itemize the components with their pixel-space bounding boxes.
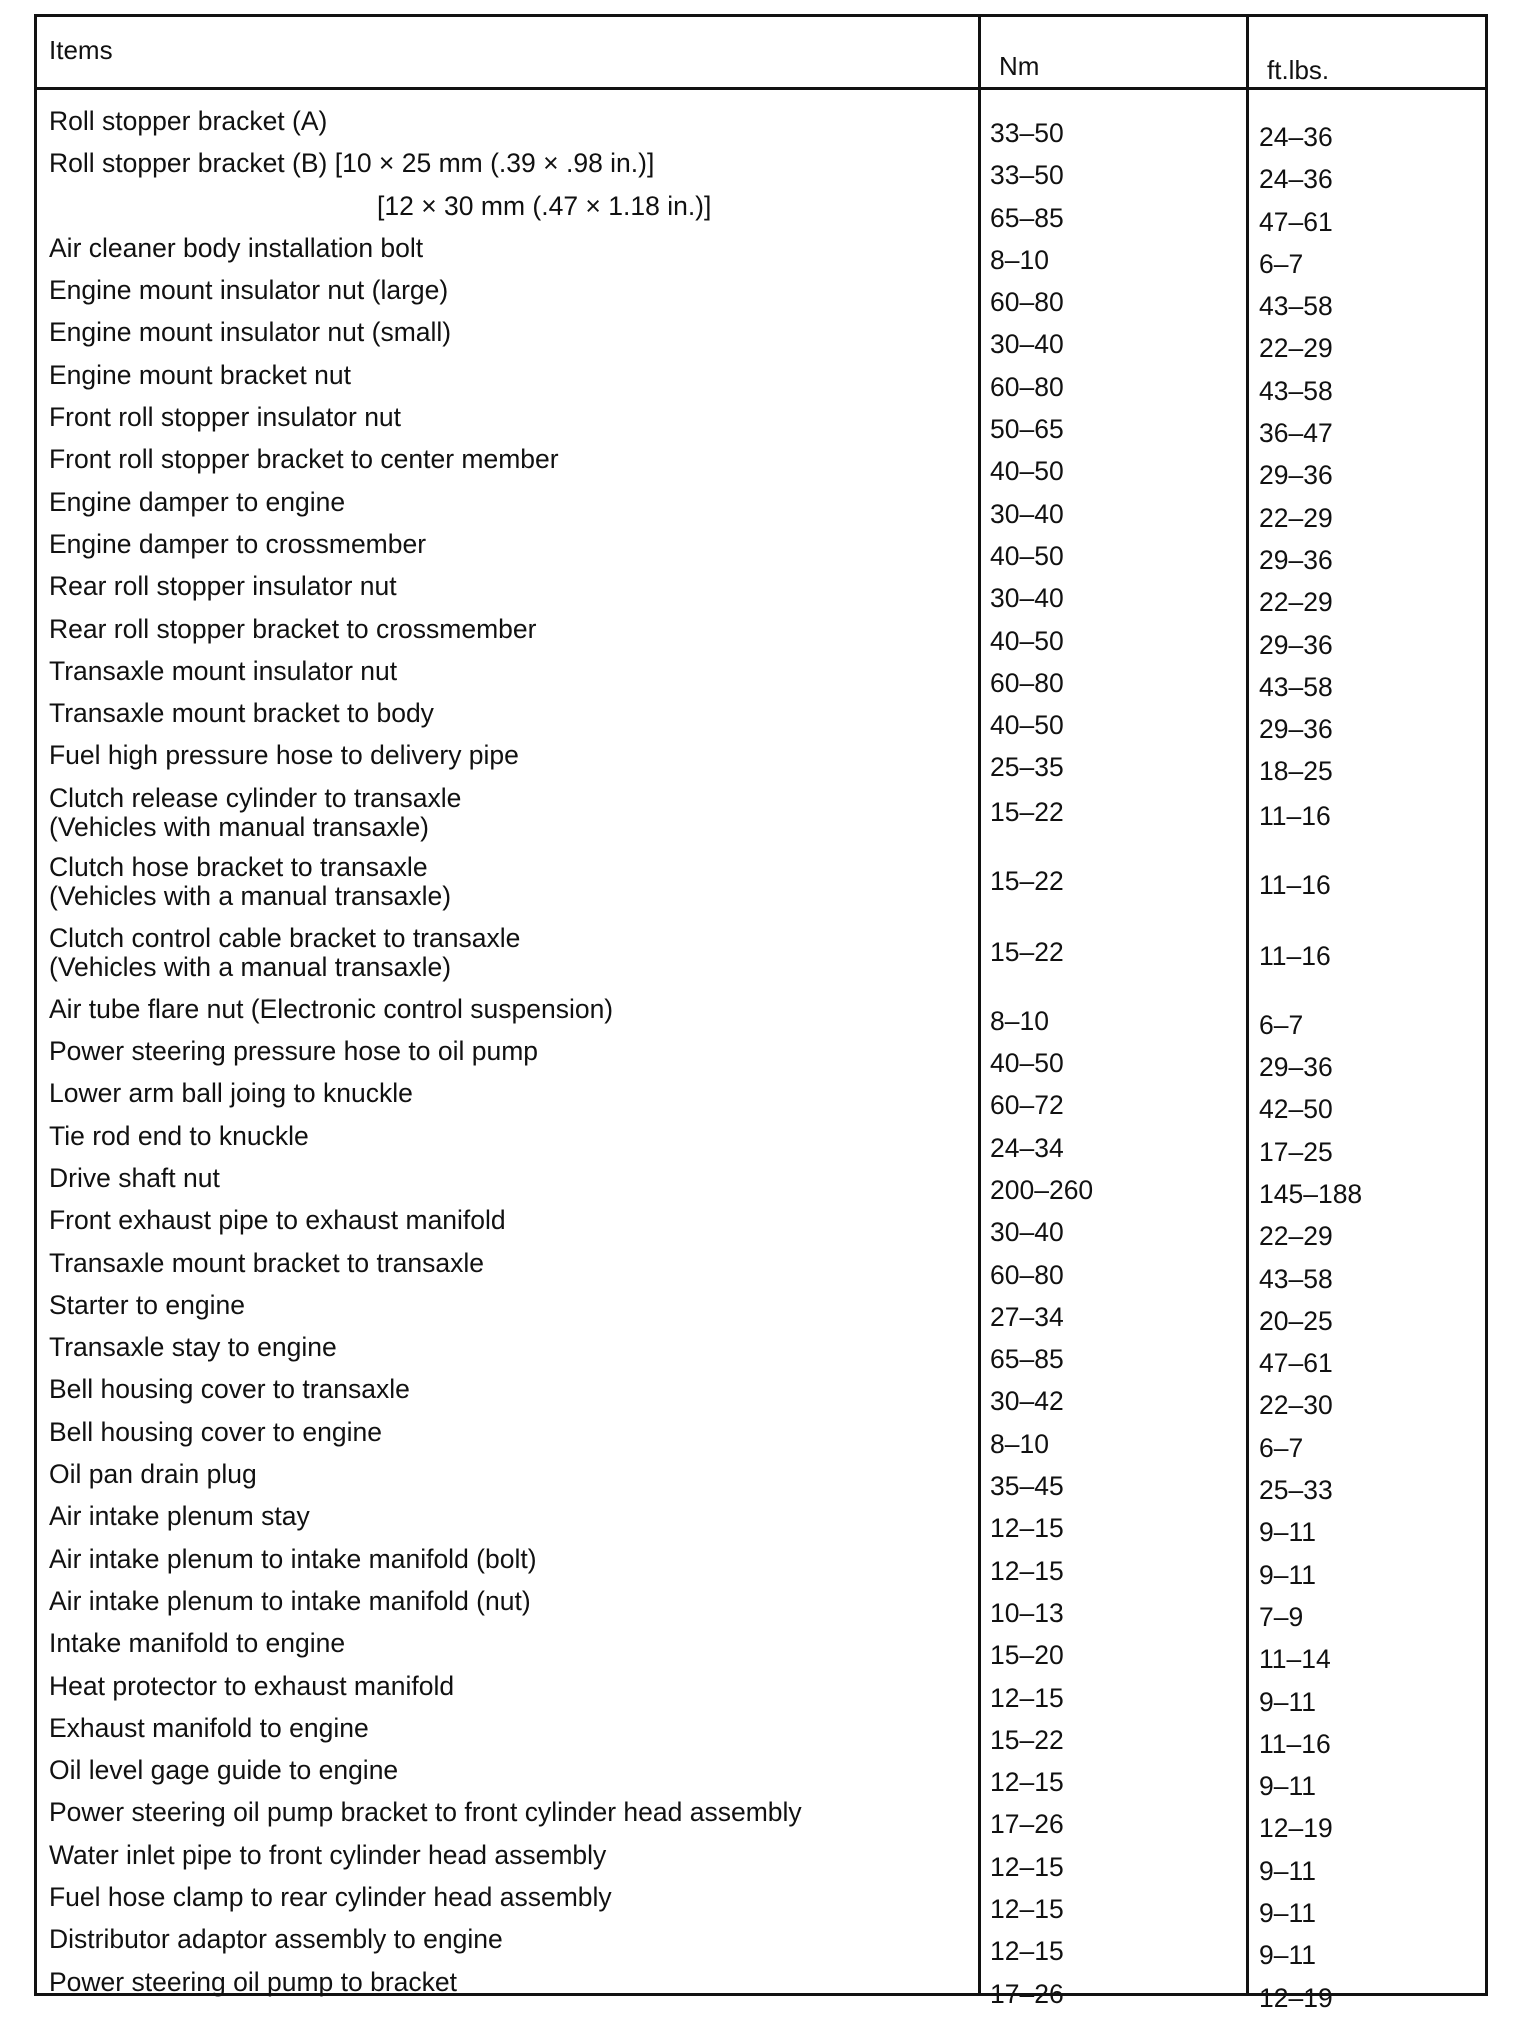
item-cell — [49, 1968, 457, 1997]
item-text: Water inlet pipe to front cylinder head assembly — [49, 1839, 607, 1870]
table-row — [37, 1078, 1485, 1125]
ft-lbs-value: 22–29 — [1259, 587, 1333, 618]
item-cell — [49, 741, 519, 770]
item-text: Rear roll stopper insulator nut — [49, 571, 397, 602]
item-cell — [49, 107, 327, 136]
item-text: Power steering oil pump to bracket — [49, 1966, 458, 1997]
table-row — [37, 317, 1485, 364]
ft-lbs-value: 11–16 — [1259, 800, 1331, 831]
item-text: Power steering pressure hose to oil pump — [49, 1036, 539, 1067]
item-cell — [49, 1883, 612, 1912]
table-row — [37, 1543, 1485, 1590]
item-text: Engine damper to crossmember — [49, 528, 427, 559]
table-row — [37, 1162, 1485, 1209]
ft-lbs-value: 47–61 — [1259, 1348, 1333, 1379]
item-text: Exhaust manifold to engine — [49, 1712, 369, 1743]
item-cell — [49, 1122, 309, 1151]
table-row — [37, 924, 1485, 995]
nm-value: 12–15 — [990, 1555, 1064, 1586]
ft-lbs-value: 29–36 — [1259, 714, 1333, 745]
item-text: Fuel high pressure hose to delivery pipe — [49, 740, 519, 771]
nm-value: 25–35 — [990, 752, 1064, 783]
item-cell — [49, 1756, 398, 1785]
nm-value: 65–85 — [990, 1344, 1064, 1375]
ft-lbs-value: 7–9 — [1259, 1601, 1304, 1632]
ft-lbs-value: 25–33 — [1259, 1475, 1333, 1506]
item-cell — [49, 1841, 606, 1870]
table-row — [37, 613, 1485, 660]
item-text: Air intake plenum stay — [49, 1501, 310, 1532]
item-text: Drive shaft nut — [49, 1162, 220, 1193]
nm-value: 8–10 — [990, 244, 1049, 275]
item-text: Roll stopper bracket (A) — [49, 106, 328, 136]
item-cell — [49, 1164, 220, 1193]
item-subtext: (Vehicles with a manual transaxle) — [49, 880, 452, 911]
nm-value: 8–10 — [990, 1428, 1049, 1459]
item-cell — [49, 1418, 382, 1447]
nm-value: 200–260 — [990, 1174, 1094, 1205]
table-row — [37, 655, 1485, 702]
item-cell — [49, 234, 423, 263]
ft-lbs-value: 145–188 — [1259, 1178, 1363, 1209]
table-row — [37, 1924, 1485, 1971]
table-row — [37, 740, 1485, 787]
ft-lbs-value: 9–11 — [1259, 1897, 1316, 1928]
item-cell — [49, 276, 448, 305]
table-row — [37, 853, 1485, 924]
ft-lbs-value: 9–11 — [1259, 1517, 1316, 1548]
table-row — [37, 1628, 1485, 1675]
ft-lbs-value: 6–7 — [1259, 1432, 1304, 1463]
nm-value: 15–22 — [990, 1724, 1064, 1755]
item-cell — [49, 615, 536, 644]
header-ft-lbs: ft.lbs. — [1267, 55, 1330, 85]
table-row — [37, 1585, 1485, 1632]
nm-value: 10–13 — [990, 1597, 1064, 1628]
ft-lbs-value: 9–11 — [1259, 1771, 1316, 1802]
header-nm: Nm — [999, 51, 1040, 81]
item-text: Air cleaner body installation bolt — [49, 232, 424, 263]
item-text: Bell housing cover to transaxle — [49, 1374, 410, 1405]
item-cell — [49, 1291, 245, 1320]
item-cell — [49, 1629, 345, 1658]
nm-value: 33–50 — [990, 160, 1064, 191]
item-cell — [49, 530, 426, 559]
item-cell — [49, 572, 397, 601]
item-text: Transaxle stay to engine — [49, 1332, 337, 1363]
item-cell — [49, 657, 397, 686]
table-row — [37, 1416, 1485, 1463]
ft-lbs-value: 47–61 — [1259, 206, 1333, 237]
table-body — [37, 106, 1485, 2013]
item-text: Engine damper to engine — [49, 486, 346, 517]
nm-value: 27–34 — [990, 1301, 1064, 1332]
item-cell — [49, 149, 654, 178]
table-row — [37, 1670, 1485, 1717]
nm-value: 60–72 — [990, 1090, 1064, 1121]
nm-value: 15–22 — [990, 865, 1064, 896]
item-cell — [49, 1925, 503, 1954]
table-row — [37, 1755, 1485, 1802]
item-text: Transaxle mount bracket to body — [49, 698, 434, 729]
item-text: Heat protector to exhaust manifold — [49, 1670, 455, 1701]
item-text: Front roll stopper bracket to center member — [49, 444, 559, 475]
nm-value: 40–50 — [990, 1048, 1064, 1079]
table-row — [37, 1712, 1485, 1759]
item-cell — [49, 1672, 454, 1701]
nm-value: 12–15 — [990, 1936, 1064, 1967]
ft-lbs-value: 43–58 — [1259, 1263, 1333, 1294]
nm-value: 12–15 — [990, 1851, 1064, 1882]
item-cell — [49, 1502, 310, 1531]
nm-value: 60–80 — [990, 287, 1064, 318]
ft-lbs-value: 22–29 — [1259, 333, 1333, 364]
ft-lbs-value: 24–36 — [1259, 164, 1333, 195]
table-row — [37, 1374, 1485, 1421]
ft-lbs-value: 11–16 — [1259, 869, 1331, 900]
ft-lbs-value: 29–36 — [1259, 1052, 1333, 1083]
nm-value: 8–10 — [990, 1005, 1049, 1036]
nm-value: 24–34 — [990, 1132, 1064, 1163]
ft-lbs-value: 6–7 — [1259, 1009, 1304, 1040]
ft-lbs-value: 9–11 — [1259, 1559, 1316, 1590]
nm-value: 30–42 — [990, 1386, 1064, 1417]
nm-value: 15–22 — [990, 796, 1064, 827]
table-row — [37, 1332, 1485, 1379]
ft-lbs-value: 29–36 — [1259, 460, 1333, 491]
table-row — [37, 1247, 1485, 1294]
item-text: Roll stopper bracket (B) [10 × 25 mm (.39 × .98 in.)] — [49, 148, 655, 179]
nm-value: 30–40 — [990, 1217, 1064, 1248]
item-cell — [49, 853, 451, 911]
table-row — [37, 1839, 1485, 1886]
table-row — [37, 1797, 1485, 1844]
item-text: Starter to engine — [49, 1289, 245, 1320]
item-cell — [49, 784, 461, 842]
item-text: Oil pan drain plug — [49, 1459, 257, 1490]
ft-lbs-value: 22–30 — [1259, 1390, 1333, 1421]
ft-lbs-value: 11–16 — [1259, 1728, 1331, 1759]
ft-lbs-value: 6–7 — [1259, 248, 1304, 279]
nm-value: 30–40 — [990, 329, 1064, 360]
item-cell — [49, 403, 401, 432]
ft-lbs-value: 12–19 — [1259, 1982, 1333, 2013]
item-text: Clutch hose bracket to transaxle — [49, 851, 428, 882]
table-row — [37, 190, 1485, 237]
item-cell — [49, 1460, 257, 1489]
table-row — [37, 232, 1485, 279]
ft-lbs-value: 36–47 — [1259, 418, 1333, 449]
item-cell — [49, 1798, 802, 1827]
header-divider — [37, 87, 1485, 90]
table-row — [37, 444, 1485, 491]
nm-value: 12–15 — [990, 1767, 1064, 1798]
ft-lbs-value: 29–36 — [1259, 629, 1333, 660]
nm-value: 17–26 — [990, 1809, 1064, 1840]
nm-value: 33–50 — [990, 118, 1064, 148]
ft-lbs-value: 43–58 — [1259, 291, 1333, 322]
ft-lbs-value: 9–11 — [1259, 1686, 1316, 1717]
ft-lbs-value: 18–25 — [1259, 756, 1333, 787]
item-text: Engine mount bracket nut — [49, 359, 351, 390]
ft-lbs-value: 43–58 — [1259, 375, 1333, 406]
item-text: Transaxle mount insulator nut — [49, 655, 398, 686]
table-row — [37, 698, 1485, 745]
nm-value: 15–22 — [990, 936, 1064, 967]
item-cell — [49, 1714, 369, 1743]
table-row — [37, 1205, 1485, 1252]
item-text: Power steering oil pump bracket to front cylinder head assembly — [49, 1797, 802, 1828]
nm-value: 40–50 — [990, 625, 1064, 656]
table-row — [37, 148, 1485, 195]
table-row — [37, 993, 1485, 1040]
ft-lbs-value: 20–25 — [1259, 1305, 1333, 1336]
table-row — [37, 106, 1485, 152]
item-text: Lower arm ball joing to knuckle — [49, 1078, 413, 1109]
item-cell — [49, 361, 351, 390]
item-cell — [49, 995, 613, 1024]
item-text: Oil level gage guide to engine — [49, 1755, 399, 1786]
item-cell — [49, 699, 434, 728]
table-row — [37, 571, 1485, 618]
table-row — [37, 1459, 1485, 1506]
nm-value: 12–15 — [990, 1893, 1064, 1924]
ft-lbs-value: 11–16 — [1259, 940, 1331, 971]
table-row — [37, 359, 1485, 406]
item-text: Front exhaust pipe to exhaust manifold — [49, 1205, 506, 1236]
ft-lbs-value: 43–58 — [1259, 671, 1333, 702]
nm-value: 17–26 — [990, 1978, 1064, 2009]
item-cell — [49, 1079, 413, 1108]
table-row — [37, 1966, 1485, 2013]
item-subtext: (Vehicles with manual transaxle) — [49, 811, 430, 842]
item-cell — [49, 1037, 538, 1066]
table-row — [37, 784, 1485, 853]
item-text: Air intake plenum to intake manifold (nut) — [49, 1585, 531, 1616]
ft-lbs-value: 22–29 — [1259, 502, 1333, 533]
nm-value: 40–50 — [990, 540, 1064, 571]
ft-lbs-value: 12–19 — [1259, 1813, 1333, 1844]
table-row — [37, 1120, 1485, 1167]
item-text: Transaxle mount bracket to transaxle — [49, 1247, 484, 1278]
item-cell — [377, 192, 711, 221]
nm-value: 15–20 — [990, 1640, 1064, 1671]
item-text: Tie rod end to knuckle — [49, 1120, 309, 1151]
nm-value: 12–15 — [990, 1513, 1064, 1544]
nm-value: 12–15 — [990, 1682, 1064, 1713]
nm-value: 40–50 — [990, 710, 1064, 741]
nm-value: 60–80 — [990, 371, 1064, 402]
item-text: Engine mount insulator nut (small) — [49, 317, 452, 348]
item-cell — [49, 318, 451, 347]
table-row — [37, 1881, 1485, 1928]
ft-lbs-value: 42–50 — [1259, 1094, 1333, 1125]
item-text: Rear roll stopper bracket to crossmember — [49, 613, 537, 644]
item-text: Engine mount insulator nut (large) — [49, 275, 449, 306]
table-row — [37, 1036, 1485, 1083]
item-text: Front roll stopper insulator nut — [49, 402, 402, 433]
item-text: Clutch control cable bracket to transaxle — [49, 922, 521, 953]
item-text: Clutch release cylinder to transaxle — [49, 782, 462, 813]
item-cell — [49, 488, 345, 517]
item-cell — [49, 445, 559, 474]
table-row — [37, 1289, 1485, 1336]
nm-value: 65–85 — [990, 202, 1064, 233]
ft-lbs-value: 24–36 — [1259, 122, 1333, 152]
nm-value: 50–65 — [990, 414, 1064, 445]
ft-lbs-value: 22–29 — [1259, 1221, 1333, 1252]
nm-value: 30–40 — [990, 498, 1064, 529]
ft-lbs-value: 29–36 — [1259, 544, 1333, 575]
ft-lbs-value: 11–14 — [1259, 1644, 1331, 1675]
item-cell — [49, 1249, 484, 1278]
item-cell — [49, 1375, 410, 1404]
item-cell — [49, 1587, 531, 1616]
table-row — [37, 1501, 1485, 1548]
table-row — [37, 402, 1485, 449]
nm-value: 40–50 — [990, 456, 1064, 487]
nm-value: 60–80 — [990, 1259, 1064, 1290]
table-row — [37, 486, 1485, 533]
table-row — [37, 275, 1485, 322]
item-text: Air tube flare nut (Electronic control suspension) — [49, 993, 614, 1024]
item-cell — [49, 924, 520, 982]
header-items: Items — [49, 35, 113, 65]
item-text: Fuel hose clamp to rear cylinder head assembly — [49, 1881, 612, 1912]
item-text: Intake manifold to engine — [49, 1628, 346, 1659]
item-text: Bell housing cover to engine — [49, 1416, 382, 1447]
item-cell — [49, 1333, 337, 1362]
item-subtext: (Vehicles with a manual transaxle) — [49, 951, 452, 982]
item-text: [12 × 30 mm (.47 × 1.18 in.)] — [377, 190, 712, 221]
torque-spec-table — [34, 14, 1488, 2013]
item-cell — [49, 1545, 537, 1574]
item-text: Air intake plenum to intake manifold (bolt) — [49, 1543, 537, 1574]
ft-lbs-value: 9–11 — [1259, 1940, 1316, 1971]
item-text: Distributor adaptor assembly to engine — [49, 1924, 503, 1955]
ft-lbs-value: 9–11 — [1259, 1855, 1316, 1886]
nm-value: 35–45 — [990, 1471, 1064, 1502]
nm-value: 60–80 — [990, 667, 1064, 698]
table-row — [37, 528, 1485, 575]
ft-lbs-value: 17–25 — [1259, 1136, 1333, 1167]
nm-value: 30–40 — [990, 583, 1064, 614]
item-cell — [49, 1206, 506, 1235]
